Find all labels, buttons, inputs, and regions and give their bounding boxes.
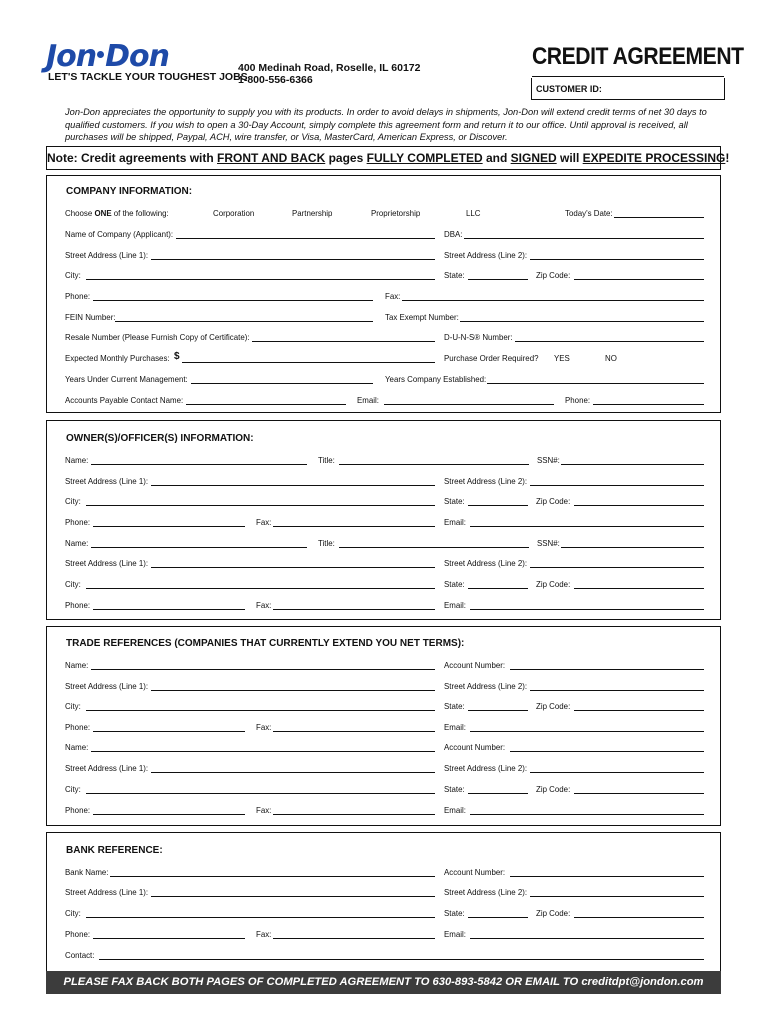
bank-section-title: BANK REFERENCE: xyxy=(66,845,163,856)
trade1-city-label: City: xyxy=(65,701,81,711)
bank-name-label: Bank Name: xyxy=(65,867,109,877)
expected-purchases-label: Expected Monthly Purchases: xyxy=(65,353,170,363)
ap-phone-input[interactable] xyxy=(593,404,704,405)
po-yes-option[interactable]: YES xyxy=(554,353,570,363)
ap-email-label: Email: xyxy=(357,395,379,405)
footer-fax-banner: PLEASE FAX BACK BOTH PAGES OF COMPLETED AGREEMENT TO 630-893-5842 OR EMAIL TO creditdpt@jondon.com xyxy=(46,971,721,994)
option-partnership[interactable]: Partnership xyxy=(292,208,333,218)
trade1-zip-label: Zip Code: xyxy=(536,701,571,711)
company-address: 400 Medinah Road, Roselle, IL 60172 xyxy=(238,62,421,74)
company-section-title: COMPANY INFORMATION: xyxy=(66,186,193,197)
company-phone-input[interactable] xyxy=(93,300,373,301)
company-name-label: Name of Company (Applicant): xyxy=(65,229,174,239)
trade2-city-label: City: xyxy=(65,784,81,794)
option-corporation[interactable]: Corporation xyxy=(213,208,255,218)
owner2-street1-label: Street Address (Line 1): xyxy=(65,558,149,568)
bank-city-input[interactable] xyxy=(86,917,435,918)
owner1-title-input[interactable] xyxy=(339,464,529,465)
owner1-street1-label: Street Address (Line 1): xyxy=(65,476,149,486)
ap-contact-input[interactable] xyxy=(186,404,346,405)
logo-tagline: LET'S TACKLE YOUR TOUGHEST JOBS xyxy=(48,71,248,83)
bank-fax-input[interactable] xyxy=(273,938,435,939)
owner1-street2-label: Street Address (Line 2): xyxy=(444,476,528,486)
owner2-street1-input[interactable] xyxy=(151,567,435,568)
intro-paragraph: Jon-Don appreciates the opportunity to supply you with its products. In order to avoid delays in shipments, Jon-Don will extend credit terms of net 30 days to qualified customers. If you wish to open a 30-Day Account, simply complete this agreement form and return it to our office. Until approval is received, all purchases will be shipped, Paypal, ACH, wire transfer, or Visa, MasterCard, American Express, or Discover. xyxy=(65,107,707,143)
company-address-block xyxy=(238,62,420,86)
owner2-fax-label: Fax: xyxy=(256,600,272,610)
bank-email-label: Email: xyxy=(444,929,466,939)
trade2-account-input[interactable] xyxy=(510,751,704,752)
company-zip-input[interactable] xyxy=(574,279,704,280)
owner2-street2-label: Street Address (Line 2): xyxy=(444,558,528,568)
bank-street2-input[interactable] xyxy=(530,896,704,897)
todays-date-input[interactable] xyxy=(614,217,704,218)
company-name-input[interactable] xyxy=(176,238,435,239)
trade1-fax-label: Fax: xyxy=(256,722,272,732)
owner2-phone-label: Phone: xyxy=(65,600,91,610)
owner1-ssn-input[interactable] xyxy=(561,464,704,465)
bank-street1-input[interactable] xyxy=(151,896,435,897)
tax-exempt-input[interactable] xyxy=(460,321,704,322)
trade2-email-label: Email: xyxy=(444,805,466,815)
trade1-account-label: Account Number: xyxy=(444,660,506,670)
bank-contact-input[interactable] xyxy=(99,959,704,960)
trade1-email-input[interactable] xyxy=(470,731,704,732)
trade2-fax-label: Fax: xyxy=(256,805,272,815)
bank-account-label: Account Number: xyxy=(444,867,506,877)
company-street2-input[interactable] xyxy=(530,259,704,260)
trade2-phone-input[interactable] xyxy=(93,814,245,815)
bank-street1-label: Street Address (Line 1): xyxy=(65,887,149,897)
owner2-state-input[interactable] xyxy=(468,588,528,589)
owner2-ssn-input[interactable] xyxy=(561,547,704,548)
owner2-email-label: Email: xyxy=(444,600,466,610)
fein-label: FEIN Number: xyxy=(65,312,116,322)
trade1-street1-input[interactable] xyxy=(151,690,435,691)
trade1-email-label: Email: xyxy=(444,722,466,732)
customer-id-label: CUSTOMER ID: xyxy=(536,84,602,94)
choose-one-label: Choose ONE of the following: xyxy=(65,208,169,218)
owner2-name-input[interactable] xyxy=(91,547,307,548)
owner1-email-label: Email: xyxy=(444,517,466,527)
ap-contact-label: Accounts Payable Contact Name: xyxy=(65,395,184,405)
note-banner xyxy=(46,146,730,170)
owner1-zip-label: Zip Code: xyxy=(536,496,571,506)
company-street1-input[interactable] xyxy=(151,259,435,260)
owner1-city-input[interactable] xyxy=(86,505,435,506)
trade1-state-label: State: xyxy=(444,701,465,711)
dba-label: DBA: xyxy=(444,229,463,239)
trade1-phone-label: Phone: xyxy=(65,722,91,732)
fein-input[interactable] xyxy=(115,321,373,322)
bank-account-input[interactable] xyxy=(510,876,704,877)
company-fax-label: Fax: xyxy=(385,291,401,301)
po-required-label: Purchase Order Required? xyxy=(444,353,539,363)
trade2-street1-input[interactable] xyxy=(151,772,435,773)
company-street2-label: Street Address (Line 2): xyxy=(444,250,528,260)
dollar-sign: $ xyxy=(174,351,180,362)
company-state-label: State: xyxy=(444,270,465,280)
company-city-input[interactable] xyxy=(86,279,435,280)
trade1-phone-input[interactable] xyxy=(93,731,245,732)
trade2-fax-input[interactable] xyxy=(273,814,435,815)
trade2-state-input[interactable] xyxy=(468,793,528,794)
owner2-ssn-label: SSN#: xyxy=(537,538,560,548)
expected-purchases-input[interactable] xyxy=(182,362,435,363)
bank-reference-section xyxy=(46,832,721,994)
ap-phone-label: Phone: xyxy=(565,395,591,405)
trade2-street1-label: Street Address (Line 1): xyxy=(65,763,149,773)
resale-number-label: Resale Number (Please Furnish Copy of Certificate): xyxy=(65,332,250,342)
owner1-zip-input[interactable] xyxy=(574,505,704,506)
owner1-fax-input[interactable] xyxy=(273,526,435,527)
jon-don-logo xyxy=(46,39,248,87)
trade1-name-label: Name: xyxy=(65,660,89,670)
bank-fax-label: Fax: xyxy=(256,929,272,939)
trade-section-title: TRADE REFERENCES (COMPANIES THAT CURRENTLY EXTEND YOU NET TERMS): xyxy=(66,638,465,649)
bank-zip-label: Zip Code: xyxy=(536,908,571,918)
trade1-state-input[interactable] xyxy=(468,710,528,711)
ap-email-input[interactable] xyxy=(384,404,554,405)
resale-number-input[interactable] xyxy=(252,341,435,342)
trade1-account-input[interactable] xyxy=(510,669,704,670)
owner1-email-input[interactable] xyxy=(470,526,704,527)
company-city-label: City: xyxy=(65,270,81,280)
owner1-phone-input[interactable] xyxy=(93,526,245,527)
owner1-state-input[interactable] xyxy=(468,505,528,506)
owner1-state-label: State: xyxy=(444,496,465,506)
company-zip-label: Zip Code: xyxy=(536,270,571,280)
owner2-state-label: State: xyxy=(444,579,465,589)
company-fax-input[interactable] xyxy=(402,300,704,301)
owner2-street2-input[interactable] xyxy=(530,567,704,568)
bank-phone-input[interactable] xyxy=(93,938,245,939)
trade2-city-input[interactable] xyxy=(86,793,435,794)
years-management-label: Years Under Current Management: xyxy=(65,374,188,384)
owner1-phone-label: Phone: xyxy=(65,517,91,527)
company-phone-label: Phone: xyxy=(65,291,91,301)
po-no-option[interactable]: NO xyxy=(605,353,617,363)
tax-exempt-label: Tax Exempt Number: xyxy=(385,312,459,322)
company-state-input[interactable] xyxy=(468,279,528,280)
logo-text-right: Don xyxy=(105,39,170,74)
company-phone: 1-800-556-6366 xyxy=(238,74,313,86)
bank-city-label: City: xyxy=(65,908,81,918)
bank-zip-input[interactable] xyxy=(574,917,704,918)
trade1-street2-input[interactable] xyxy=(530,690,704,691)
trade2-account-label: Account Number: xyxy=(444,742,506,752)
years-established-label: Years Company Established: xyxy=(385,374,487,384)
owner1-city-label: City: xyxy=(65,496,81,506)
logo-dot-icon xyxy=(97,51,104,58)
trade1-name-input[interactable] xyxy=(91,669,435,670)
trade2-street2-label: Street Address (Line 2): xyxy=(444,763,528,773)
trade2-zip-label: Zip Code: xyxy=(536,784,571,794)
years-management-input[interactable] xyxy=(191,383,373,384)
owner2-city-input[interactable] xyxy=(86,588,435,589)
owner1-street1-input[interactable] xyxy=(151,485,435,486)
owner2-fax-input[interactable] xyxy=(273,609,435,610)
owner1-street2-input[interactable] xyxy=(530,485,704,486)
company-street1-label: Street Address (Line 1): xyxy=(65,250,149,260)
owner2-email-input[interactable] xyxy=(470,609,704,610)
owner1-ssn-label: SSN#: xyxy=(537,455,560,465)
duns-input[interactable] xyxy=(515,341,704,342)
trade2-name-label: Name: xyxy=(65,742,89,752)
owner2-title-input[interactable] xyxy=(339,547,529,548)
owner2-zip-input[interactable] xyxy=(574,588,704,589)
bank-email-input[interactable] xyxy=(470,938,704,939)
owners-section-title: OWNER(S)/OFFICER(S) INFORMATION: xyxy=(66,433,254,444)
owner2-city-label: City: xyxy=(65,579,81,589)
todays-date-label: Today's Date: xyxy=(565,208,613,218)
owner2-title-label: Title: xyxy=(318,538,335,548)
owner2-zip-label: Zip Code: xyxy=(536,579,571,589)
trade1-street2-label: Street Address (Line 2): xyxy=(444,681,528,691)
years-established-input[interactable] xyxy=(487,383,704,384)
owner1-title-label: Title: xyxy=(318,455,335,465)
bank-name-input[interactable] xyxy=(110,876,435,877)
option-llc[interactable]: LLC xyxy=(466,208,481,218)
dba-input[interactable] xyxy=(464,238,704,239)
trade2-zip-input[interactable] xyxy=(574,793,704,794)
owner2-name-label: Name: xyxy=(65,538,89,548)
bank-contact-label: Contact: xyxy=(65,950,95,960)
trade1-fax-input[interactable] xyxy=(273,731,435,732)
owner1-name-input[interactable] xyxy=(91,464,307,465)
page-title: CREDIT AGREEMENT xyxy=(532,43,744,70)
owner1-fax-label: Fax: xyxy=(256,517,272,527)
trade1-city-input[interactable] xyxy=(86,710,435,711)
bank-state-label: State: xyxy=(444,908,465,918)
logo-text-left: Jon xyxy=(46,39,97,74)
duns-label: D-U-N-S® Number: xyxy=(444,332,513,342)
title-divider xyxy=(532,76,724,77)
bank-state-input[interactable] xyxy=(468,917,528,918)
logo-wordmark xyxy=(46,41,169,73)
trade1-street1-label: Street Address (Line 1): xyxy=(65,681,149,691)
bank-street2-label: Street Address (Line 2): xyxy=(444,887,528,897)
trade2-state-label: State: xyxy=(444,784,465,794)
trade2-email-input[interactable] xyxy=(470,814,704,815)
trade2-phone-label: Phone: xyxy=(65,805,91,815)
trade2-street2-input[interactable] xyxy=(530,772,704,773)
note-text: Note: Credit agreements with FRONT AND BACK pages FULLY COMPLETED and SIGNED will EXPEDITE PROCESSING! xyxy=(47,151,730,165)
option-proprietorship[interactable]: Proprietorship xyxy=(371,208,421,218)
trade1-zip-input[interactable] xyxy=(574,710,704,711)
owner2-phone-input[interactable] xyxy=(93,609,245,610)
bank-phone-label: Phone: xyxy=(65,929,91,939)
trade-references-section xyxy=(46,626,721,826)
owner1-name-label: Name: xyxy=(65,455,89,465)
trade2-name-input[interactable] xyxy=(91,751,435,752)
owners-officers-section xyxy=(46,420,721,620)
